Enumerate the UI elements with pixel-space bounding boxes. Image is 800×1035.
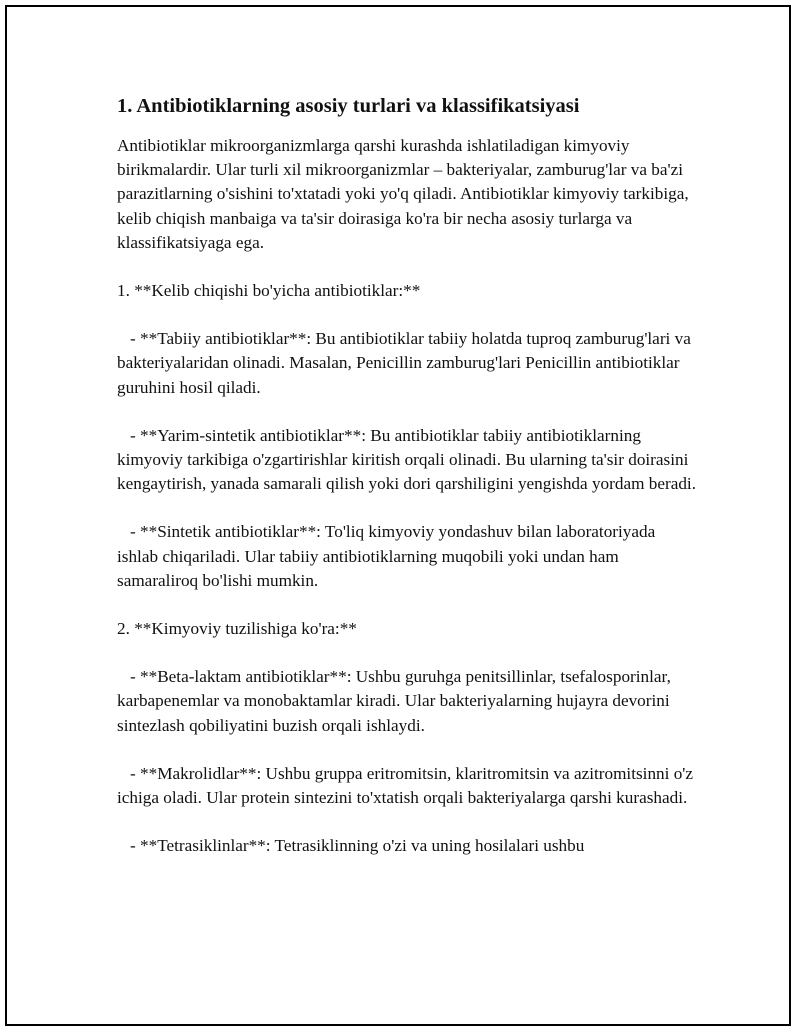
section1-item-synthetic: - **Sintetik antibiotiklar**: To'liq kimyoviy yondashuv bilan laboratoriyada ishlab chiqariladi. Ular tabiiy antibiotiklarning muqobili yoki undan ham samaraliroq bo'lishi mumkin.	[117, 522, 660, 590]
document-body	[117, 92, 697, 882]
section2-item-macrolides: - **Makrolidlar**: Ushbu gruppa eritromitsin, klaritromitsin va azitromitsinni o'z ichiga oladi. Ular protein sintezini to'xtatish orqali bakteriyalarga qarshi kurashadi.	[117, 763, 698, 808]
section2-heading: 2. **Kimyoviy tuzilishiga ko'ra:**	[117, 619, 357, 639]
section2-item-beta-lactam: - **Beta-laktam antibiotiklar**: Ushbu guruhga penitsillinlar, tsefalosporinlar, karbapenemlar va monobaktamlar kiradi. Ular bakteriyalarning hujayra devorini sintezlash qobiliyatini buzish orqali ishlaydi.	[117, 667, 676, 735]
intro-paragraph: Antibiotiklar mikroorganizmlarga qarshi kurashda ishlatiladigan kimyoviy birikmalardir. Ular turli xil mikroorganizmlar – bakteriyalar, zamburug'lar va ba'zi parazitlarning o'sishini to'xtatadi yoki yo'q qiladi. Antibiotiklar kimyoviy tarkibiga, kelib chiqish manbaiga va ta'sir doirasiga ko'ra bir necha asosiy turlarga va klassifikatsiyaga ega.	[117, 136, 693, 252]
section1-heading: 1. **Kelib chiqishi bo'yicha antibiotiklar:**	[117, 281, 421, 301]
document-title: 1. Antibiotiklarning asosiy turlari va klassifikatsiyasi	[117, 95, 580, 117]
section1-item-semisynthetic: - **Yarim-sintetik antibiotiklar**: Bu antibiotiklar tabiiy antibiotiklarning kimyoviy tarkibiga o'zgartirishlar kiritish orqali olinadi. Bu ularning ta'sir doirasini kengaytirish, yanada samarali qilish yoki dori qarshiligini yengishda yordam beradi.	[117, 425, 696, 494]
section2-item-tetracyclines: - **Tetrasiklinlar**: Tetrasiklinning o'zi va uning hosilalari ushbu	[130, 836, 585, 856]
section1-item-natural: - **Tabiiy antibiotiklar**: Bu antibiotiklar tabiiy holatda tuproq zamburug'lari va bakteriyalaridan olinadi. Masalan, Penicillin zamburug'lari Penicillin antibiotiklar guruhini hosil qiladi.	[117, 329, 696, 397]
